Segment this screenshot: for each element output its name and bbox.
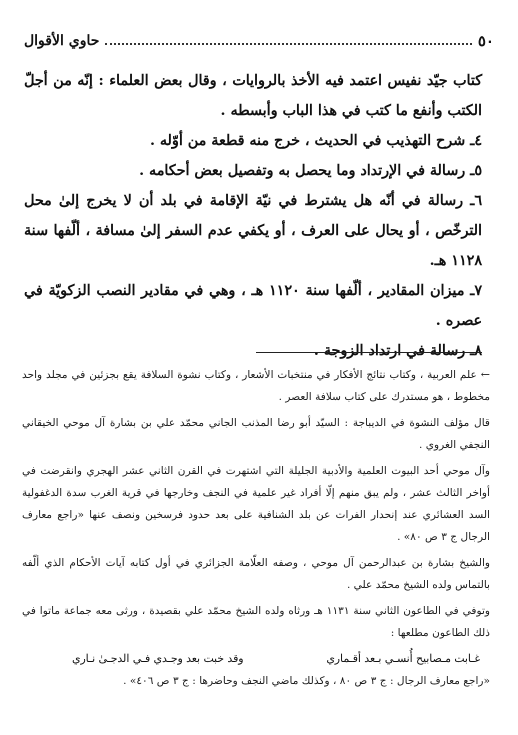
main-text [24,66,482,366]
footnote: وتوفي في الطاعون الثاني سنة ١١٣١ هـ ورثاه ولده الشيخ محمّد علي بقصيدة ، ورثى معه جماعة ماتوا في ذلك الطاعون مطلعها : [22,605,491,639]
footnote-separator [256,352,482,353]
paragraph: ٨ـ رسالة في ارتداد الزوجة . [313,343,482,359]
paragraph: ٦ـ رسالة في أنّه هل يشترط في نيّة الإقامة في بلد أن لا يخرج إلىٰ محل الترخّص ، أو يحال على العرف ، أو يكفي عدم السفر إلىٰ مسافة ، ألّفها سنة ١١٢٨ هـ. [24,193,482,269]
header-dotted-leader [105,43,472,45]
footnote: وآل موحي أحد البيوت العلمية والأدبية الجليلة التي اشتهرت في القرن الثاني عشر الهجري وانقرضت في أواخر الثالث عشر ، ولم يبق منهم إلّا أفراد غير علمية في النجف وخارجها في قرية الغرب سدة الدغفولية السد العشائري عند إنحدار الفرات عن بلد الشنافية على بعد حدود فرسخين ونصف عنها «راجع معارف الرجال ج ٣ ص ٨٠» . [22,465,490,543]
paragraph: كتاب جيّد نفيس اعتمد فيه الأخذ بالروايات ، وقال بعض العلماء : إنّه من أجلّ الكتب وأنفع ما كتب في هذا الباب وأبسطه . [24,73,482,119]
footnotes [22,364,490,696]
paragraph: ٧ـ ميزان المقادير ، ألّفها سنة ١١٢٠ هـ ، وهي في مقادير النصب الزكويّة في عصره . [24,283,482,329]
continuation-arrow-icon: ← [480,368,490,381]
page-number: ٥٠ [477,32,494,50]
paragraph: ٥ـ رسالة في الإرتداد وما يحصل به وتفصيل بعض أحكامه . [139,163,482,179]
paragraph: ٤ـ شرح التهذيب في الحديث ، خرج منه قطعة من أوّله . [149,133,482,149]
poem-verse [22,648,490,670]
page-header [24,30,494,52]
footnote [22,364,490,408]
footnote: والشيخ بشارة بن عبدالرحمن آل موحي ، وصفه العلّامة الجزائري في أول كتابه آيات الأحكام الذي ألّفه بالتماس ولده الشيخ محمّد علي . [22,557,490,591]
footnote-reference: «راجع معارف الرجال : ج ٣ ص ٨٠ ، وكذلك ماضي النجف وحاضرها : ج ٣ ص ٤٠٦» . [123,675,490,687]
poem-hemistich-left: وقد خبت بعد وجـدي فـي الدجـىٰ نـاري [72,652,244,665]
running-title: حاوي الأقوال [24,33,100,49]
poem-hemistich-right: غـابت مـصابيح أُنسـي بـعد أقـماري [326,652,480,665]
footnote-text: علم العربية ، وكتاب نتائج الأفكار في منتخبات الأشعار ، وكتاب نشوة السلافة يقع بجزئين في مجلد واحد مخطوط ، هو مستدرك على كتاب سلافة العصر . [22,369,490,403]
footnote: قال مؤلف النشوة في الديباجة : السيّد أبو رضا المذنب الجاني محمّد علي بن بشارة آل موحي الخيقاني النجفي الغروي . [22,417,490,451]
